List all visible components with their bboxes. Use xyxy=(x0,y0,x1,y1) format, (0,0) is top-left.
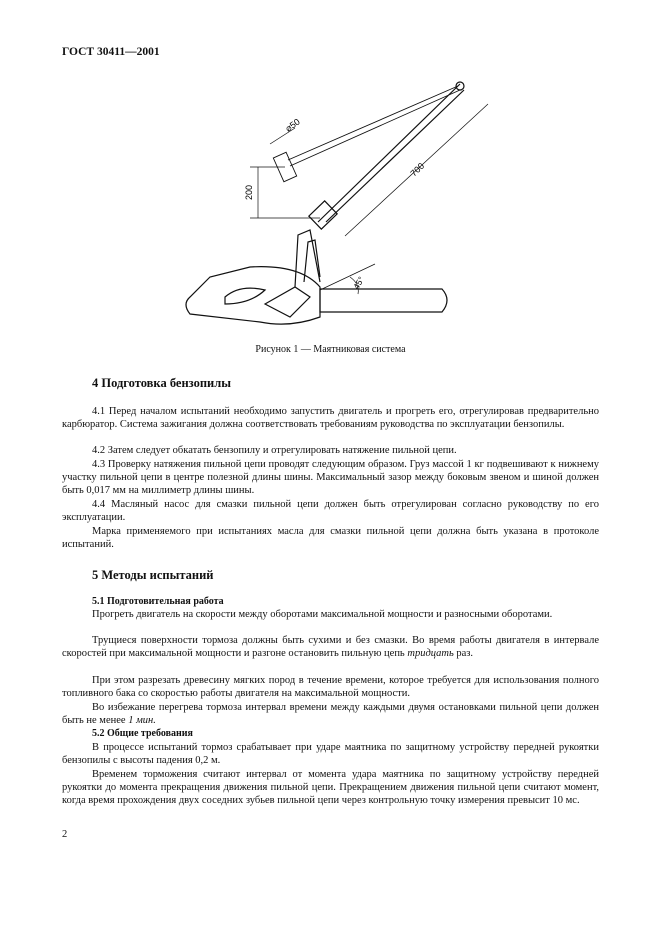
paragraph-4-4: 4.4 Масляный насос для смазки пильной цепи должен быть отрегулирован согласно руководству по его эксплуатации. xyxy=(62,499,599,523)
saw-bar xyxy=(320,289,447,312)
paragraph-5-2-a: В процессе испытаний тормоз срабатывает при ударе маятника по защитному устройству передней рукоятки бензопилы с высоты падения 0,2 м. xyxy=(62,742,599,766)
paragraph-5-1-b-italic: тридцать xyxy=(407,648,454,659)
pendulum-arm xyxy=(318,84,460,222)
paragraph-5-1-b-text: Трущиеся поверхности тормоза должны быть сухими и без смазки. Во время работы двигателя в интервале скоростей при максимальной мощности и разгоне остановить пильную цепь xyxy=(62,635,599,659)
paragraph-4-5: Марка применяемого при испытаниях масла для смазки пильной цепи должна быть указана в протоколе испытаний. xyxy=(62,526,599,550)
saw-handle xyxy=(295,230,320,287)
paragraph-5-1-b-end: раз. xyxy=(453,648,474,659)
subsection-5-1-title: 5.1 Подготовительная работа xyxy=(92,596,224,607)
paragraph-5-1-a: Прогреть двигатель на скорости между оборотами максимальной мощности и разносными оборотами. xyxy=(92,609,553,620)
dim-angle-label: 45° xyxy=(351,274,367,291)
subsection-5-2-title: 5.2 Общие требования xyxy=(92,728,193,739)
page-number: 2 xyxy=(62,829,68,840)
paragraph-5-1-b xyxy=(62,634,599,660)
dim-length-label: 700 xyxy=(408,160,427,179)
standard-header: ГОСТ 30411—2001 xyxy=(62,46,160,58)
paragraph-5-1-d-italic: 1 мин. xyxy=(128,715,156,726)
paragraph-4-2: 4.2 Затем следует обкатать бензопилу и отрегулировать натяжение пильной цепи. xyxy=(92,445,457,456)
paragraph-4-3: 4.3 Проверку натяжения пильной цепи проводят следующим образом. Груз массой 1 кг подвешивают к нижнему участку пильной цепи в центре полезной длины шины. Максимальный зазор между боковым звеном и шиной должен быть 0,017 мм на миллиметр длины шины. xyxy=(62,459,599,496)
paragraph-4-1: 4.1 Перед началом испытаний необходимо запустить двигатель и прогреть его, отрегулировав предварительно карбюратор. Система зажигания должна соответствовать требованиям руководства по эксплуатации бензопилы. xyxy=(62,406,599,430)
figure-caption: Рисунок 1 — Маятниковая система xyxy=(255,344,406,355)
dim-diameter-label: ⌀50 xyxy=(283,116,302,134)
section-5-title: 5 Методы испытаний xyxy=(92,568,214,582)
saw-body xyxy=(186,267,320,324)
section-4-title: 4 Подготовка бензопилы xyxy=(92,376,232,390)
paragraph-5-1-d-text: Во избежание перегрева тормоза интервал времени между каждыми двумя остановками пильной цепи должен быть не менее xyxy=(62,702,599,726)
pendulum-system-figure xyxy=(170,72,490,352)
paragraph-5-2-b: Временем торможения считают интервал от момента удара маятника по защитному устройству передней рукоятки до момента прекращения движения пильной цепи. Прекращением движения пильной цепи считают момент, когда время прохождения двух соседних зубьев пильной цепи через контрольную точку измерения превысит 10 мс. xyxy=(62,769,599,806)
paragraph-5-1-c: При этом разрезать древесину мягких пород в течение времени, которое требуется для использования полного топливного бака со скоростью работы двигателя на максимальной мощности. xyxy=(62,675,599,699)
dim-height-label: 200 xyxy=(244,184,254,200)
paragraph-5-1-d xyxy=(62,701,599,727)
